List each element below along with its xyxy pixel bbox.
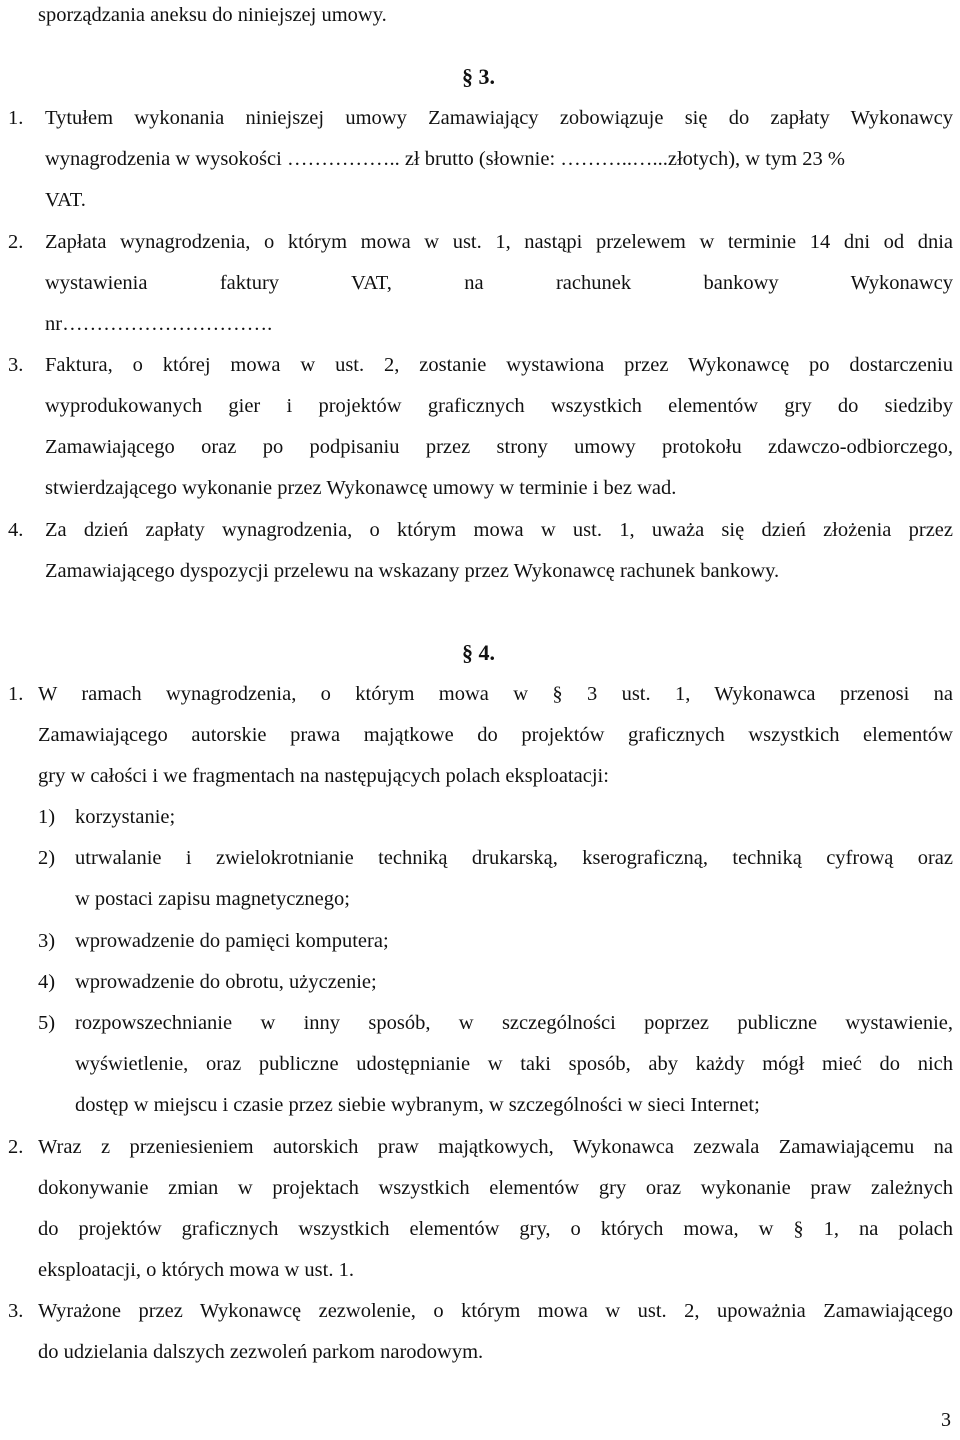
list-item-number: 5) [38,1012,56,1034]
sec4-p2-line: Wraz z przeniesieniem autorskich praw majątkowych, Wykonawca zezwala Zamawiającemu na [38,1136,953,1158]
sec3-p4-line: Zamawiającego dyspozycji przelewu na wskazany przez Wykonawcę rachunek bankowy. [45,560,780,582]
sec4-p3-line: do udzielania dalszych zezwoleń parkom narodowym. [38,1341,484,1363]
list-item-line: wprowadzenie do obrotu, użyczenie; [75,971,377,993]
sec3-p3-line: stwierdzającego wykonanie przez Wykonawcę umowy w terminie i bez wad. [45,477,677,499]
list-item-line: dostęp w miejscu i czasie przez siebie wybranym, w szczególności w sieci Internet; [75,1094,760,1116]
sec3-p3-line: wyprodukowanych gier i projektów graficznych wszystkich elementów gry do siedziby [45,395,953,417]
list-item-line: w postaci zapisu magnetycznego; [75,888,350,910]
sec4-p2-number: 2. [8,1136,24,1158]
list-item-number: 4) [38,971,56,993]
sec4-p1-line: gry w całości i we fragmentach na następujących polach eksploatacji: [38,765,609,787]
page-number: 3 [941,1409,951,1431]
list-item-number: 1) [38,806,56,828]
section-3-heading: § 3. [462,64,495,89]
sec4-p2-line: eksploatacji, o których mowa w ust. 1. [38,1259,354,1281]
sec3-p1-number: 1. [8,107,24,129]
sec4-p2-line: do projektów graficznych wszystkich elementów gry, o których mowa, w § 1, na polach [38,1218,953,1240]
sec3-p1-line: wynagrodzenia w wysokości …………….. zł brutto (słownie: ………..…...złotych), w tym 23 % [45,148,845,170]
sec3-p4-number: 4. [8,519,24,541]
sec3-p3-number: 3. [8,354,24,376]
sec3-p1-line: Tytułem wykonania niniejszej umowy Zamawiający zobowiązuje się do zapłaty Wykonawcy [45,107,953,129]
list-item-line: utrwalanie i zwielokrotnianie techniką drukarską, kserograficzną, techniką cyfrową oraz [75,847,953,869]
sec3-p3-line: Zamawiającego oraz po podpisaniu przez strony umowy protokołu zdawczo-odbiorczego, [45,436,953,458]
sec4-p3-line: Wyrażone przez Wykonawcę zezwolenie, o którym mowa w ust. 2, upoważnia Zamawiającego [38,1300,953,1322]
sec3-p2-line: nr…………………………. [45,313,273,335]
sec4-p3-number: 3. [8,1300,24,1322]
sec3-p4-line: Za dzień zapłaty wynagrodzenia, o którym mowa w ust. 1, uważa się dzień złożenia przez [45,519,953,541]
list-item-line: wprowadzenie do pamięci komputera; [75,930,389,952]
list-item-line: rozpowszechnianie w inny sposób, w szczególności poprzez publiczne wystawienie, [75,1012,953,1034]
list-item-number: 2) [38,847,56,869]
section-4-heading: § 4. [462,640,495,665]
sec3-p2-line: Zapłata wynagrodzenia, o którym mowa w ust. 1, nastąpi przelewem w terminie 14 dni od dnia [45,231,953,253]
list-item-line: wyświetlenie, oraz publiczne udostępnianie w taki sposób, aby każdy mógł mieć do nich [75,1053,953,1075]
sec3-p2-number: 2. [8,231,24,253]
intro-tail-line: sporządzania aneksu do niniejszej umowy. [38,4,387,26]
sec4-p1-line: W ramach wynagrodzenia, o którym mowa w § 3 ust. 1, Wykonawca przenosi na [38,683,953,705]
sec3-p1-line: VAT. [45,189,86,211]
sec3-p2-line: wystawienia faktury VAT, na rachunek bankowy Wykonawcy [45,272,953,294]
list-item-number: 3) [38,930,56,952]
sec4-p1-number: 1. [8,683,24,705]
sec3-p3-line: Faktura, o której mowa w ust. 2, zostanie wystawiona przez Wykonawcę po dostarczeniu [45,354,953,376]
list-item-line: korzystanie; [75,806,176,828]
sec4-p1-line: Zamawiającego autorskie prawa majątkowe do projektów graficznych wszystkich elementów [38,724,953,746]
sec4-p2-line: dokonywanie zmian w projektach wszystkich elementów gry oraz wykonanie praw zależnych [38,1177,953,1199]
